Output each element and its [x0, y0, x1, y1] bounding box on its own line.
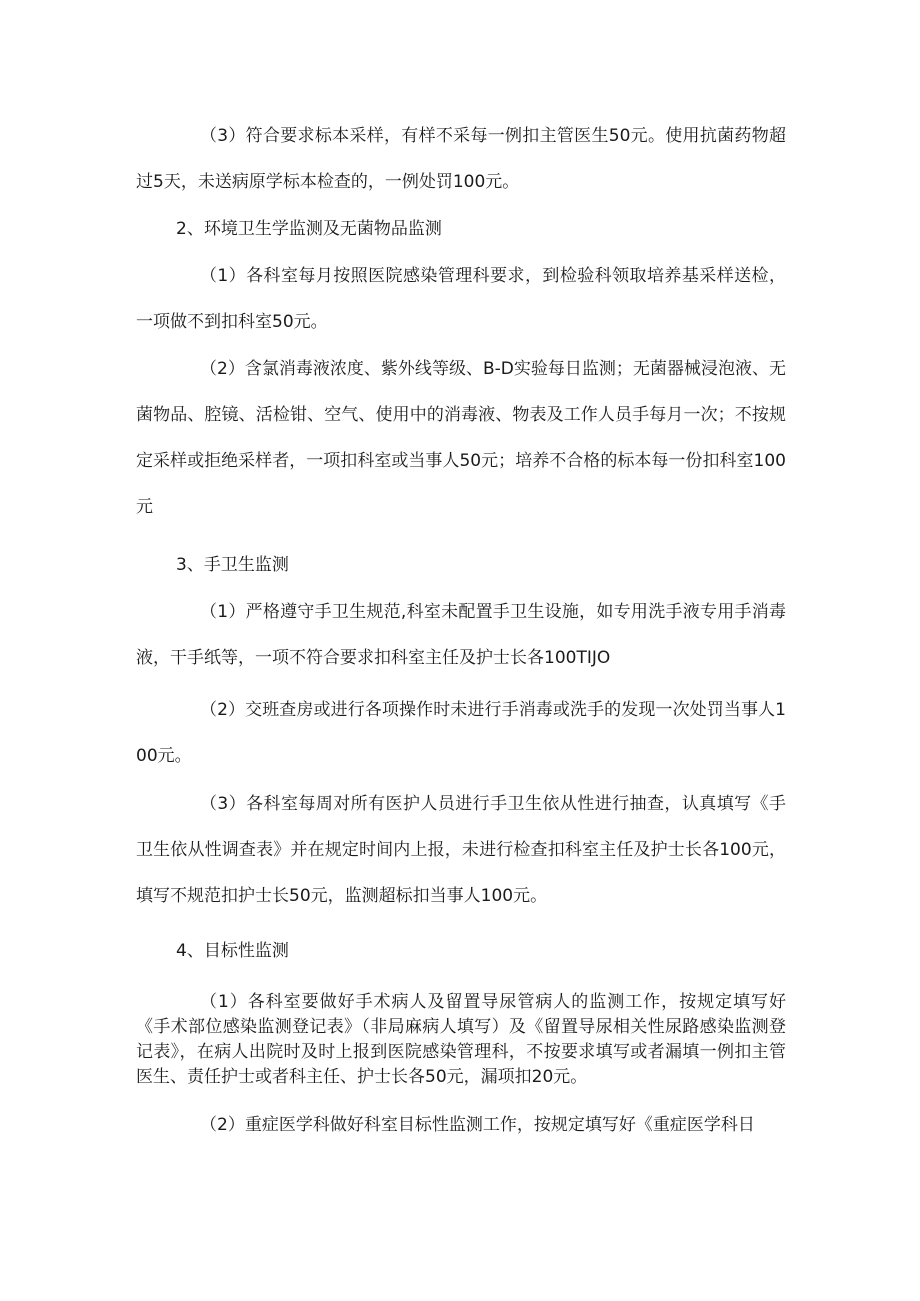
section-heading-hand-hygiene: 3、手卫生监测: [176, 555, 289, 575]
paragraph-culture-sampling: （1）各科室每月按照医院感染管理科要求，到检验科领取培养基采样送检，一项做不到扣科室50元。: [136, 266, 786, 332]
section-heading-environment-monitoring: 2、环境卫生学监测及无菌物品监测: [176, 219, 442, 239]
paragraph-icu-monitoring: （2）重症医学科做好科室目标性监测工作，按规定填写好《重症医学科日: [200, 1115, 755, 1135]
paragraph-hand-disinfection: （2）交班查房或进行各项操作时未进行手消毒或洗手的发现一次处罚当事人100元。: [136, 700, 786, 766]
paragraph-disinfectant-monitoring: （2）含氯消毒液浓度、紫外线等级、B-D实验每日监测；无菌器械浸泡液、无菌物品、腔镜、活检钳、空气、使用中的消毒液、物表及工作人员手每月一次；不按规定采样或拒绝采样者，一项扣科室或当事人50元；培养不合格的标本每一份扣科室100元: [136, 359, 786, 517]
paragraph-hand-hygiene-facilities: （1）严格遵守手卫生规范,科室未配置手卫生设施，如专用洗手液专用手消毒液，干手纸等，一项不符合要求扣科室主任及护士长各100TIJO: [136, 602, 786, 668]
paragraph-hand-hygiene-compliance: （3）各科室每周对所有医护人员进行手卫生依从性进行抽查，认真填写《手卫生依从性调查表》并在规定时间内上报，未进行检查扣科室主任及护士长各100元，填写不规范扣护士长50元，监测超标扣当事人100元。: [136, 794, 786, 906]
paragraph-specimen-sampling: （3）符合要求标本采样，有样不采每一例扣主管医生50元。使用抗菌药物超过5天，未送病原学标本检查的，一例处罚100元。: [136, 126, 786, 192]
paragraph-surgical-monitoring: （1）各科室要做好手术病人及留置导尿管病人的监测工作，按规定填写好《手术部位感染监测登记表》（非局麻病人填写）及《留置导尿相关性尿路感染监测登记表》，在病人出院时及时上报到医院感染管理科，不按要求填写或者漏填一例扣主管医生、责任护士或者科主任、护士长各50元，漏项扣20元。: [136, 992, 786, 1087]
section-heading-targeted-monitoring: 4、目标性监测: [176, 941, 289, 961]
